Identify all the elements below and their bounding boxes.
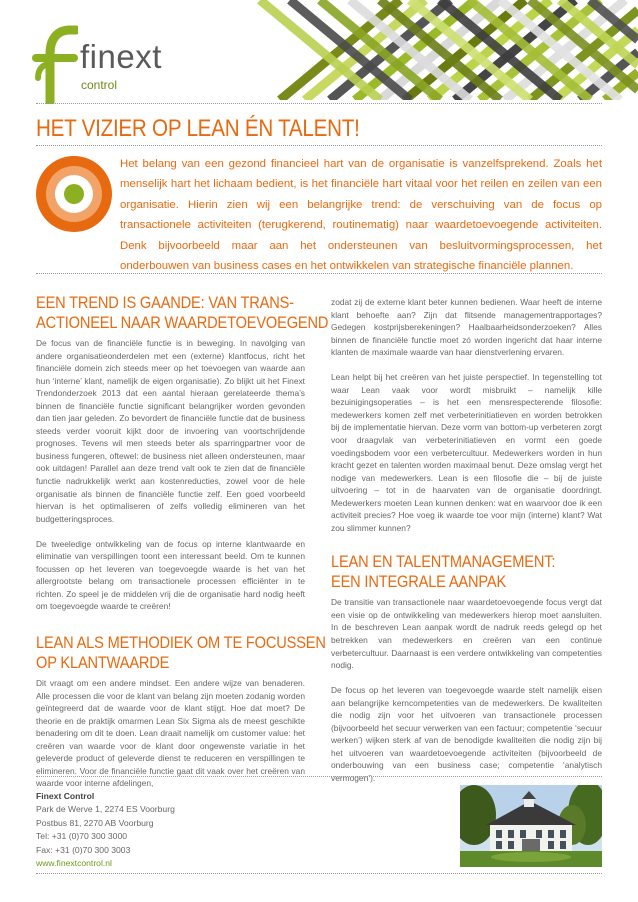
section-heading: LEAN ALS METHODIEK OM TE FOCUSSEN [36,632,326,652]
footer-address: Park de Werve 1, 2274 ES Voorburg [36,804,175,815]
section-heading: ACTIONEEL NAAR WAARDETOEVOEGEND [36,313,329,332]
left-column [36,293,329,802]
paragraph: De focus op het leveren van toegevoegde waarde stelt namelijk eisen aan belangrijke kerncompetenties van de medewerkers. De kwaliteiten die nodig zijn voor het uitvoeren van transactionele processen (bijvoorbeeld het secuur verwerken van een factuur; competentie ‘secuur werken’) wijken sterk af van de benodigde kwaliteiten die nodig zijn bij het uitvoeren van waardetoevoegende activiteiten (bijvoorbeeld de onderbouwing van een business case; competentie ‘analytisch vermogen’). [331,685,602,783]
divider [36,273,602,274]
brand-sub: control [81,78,118,92]
divider [36,776,602,777]
page-title: HET VIZIER OP LEAN ÉN TALENT! [36,115,360,142]
finext-logo-icon [30,24,78,104]
intro-paragraph: Het belang van een gezond financieel hart van de organisatie is vanzelfsprekend. Zoals het menselijk hart het lichaam bedient, is het financiële hart vitaal voor het reilen en zeilen van een organisatie. Hierin zien wij een belangrijke trend: de verschuiving van de focus op transactionele activiteiten (terugkerend, routinematig) naar waardetoevoegende activiteiten. Denk bijvoorbeeld maar aan het ondersteunen van besluitvormingsprocessen, het onderbouwen van business cases en het ontwikkelen van strategische financiële plannen. [120,158,602,273]
footer-postbus: Postbus 81, 2270 AB Voorburg [36,817,154,828]
paragraph: Lean helpt bij het creëren van het juiste perspectief. In tegenstelling tot waar Lean vaak voor wordt misbruikt – namelijk kille bezuinigingsoperaties – is het een mensrespecterende filosofie: medewerkers komen zelf met verbeterinitiatieven en worden betrokken bij de implementatie hiervan. Deze vorm van bottom-up verbeteren zorgt voor draagvlak van verbeterinitiatieven en vormt een goede voedingsbodem voor een verbetercultuur. Medewerkers worden in hun kracht gezet en talenten worden maximaal benut. Deze omslag vergt het nodige van medewerkers. Lean is een filosofie die – bij de juiste uitvoering – tot in de haarvaten van de organisatie doordringt. Medewerkers moeten Lean kunnen denken: wat en waarvoor doe ik een activiteit precies? Hoe voeg ik waarde toe voor mijn (interne) klant? Wat zou slimmer kunnen? [331,372,602,533]
section-heading: EEN TREND IS GAANDE: VAN TRANS- [36,293,294,312]
paragraph: De tweeledige ontwikkeling van de focus op interne klantwaarde en eliminatie van verspillingen toont een interessant beeld. Om te kunnen focussen op het leveren van toegevoegde waarde is het van het allergrootste belang om transactionele processen efficiënter in te richten. Zo speel je de middelen vrij die de organisatie hard nodig heeft om toegevoegde waarde te creëren! [36,538,305,612]
office-building-photo [460,785,602,867]
footer-fax: Fax: +31 (0)70 300 3003 [36,844,131,855]
woven-ribbons-graphic [220,0,638,100]
footer-website-link[interactable]: www.finextcontrol.nl [36,858,112,869]
divider [36,145,602,146]
paragraph: De transitie van transactionele naar waardetoevoegende focus vergt dat een visie op de ontwikkeling van medewerkers hierop moet aansluiten. In de beschreven Lean aanpak wordt de nadruk reeds gelegd op het betrekken van medewerkers en creëren van een continue verbetercultuur. Daarnaast is een verdere ontwikkeling van competenties nodig. [331,597,602,671]
footer-company: Finext Control [36,791,95,801]
paragraph: De focus van de financiële functie is in beweging. In navolging van andere organisatieonderdelen met een (externe) klantfocus, richt het financiële domein zich steeds meer op het toevoegen van waarde aan hun ‘interne’ klant, namelijk de eigen organisatie). Zo blijkt uit het Finext Trendonderzoek 2013 dat een aantal hieraan gerelateerde thema’s binnen de financiële functie significant belangrijker worden gevonden dan tien jaar geleden. Zo bevordert de financiële functie dat de business steeds verder vooruit kijkt door de invoering van voortschrijdende prognoses. Tevens wil men steeds beter als sparringpartner voor de business fungeren, oftewel: de business niet alleen ondersteunen, maar ook uitdagen! Parallel aan deze trend valt ook te zien dat de financiële functie nadrukkelijk werkt aan kostenreducties, zowel voor de hele organisatie als binnen de financiële functie zelf. Een goed voorbeeld hiervan is het optimaliseren of zelfs volledig elimineren van het budgetteringsproces. [36,338,305,524]
footer-phone[interactable]: Tel: +31 (0)70 300 3000 [36,831,128,842]
section-heading: LEAN EN TALENTMANAGEMENT: [331,552,556,572]
paragraph: zodat zij de externe klant beter kunnen bedienen. Waar heeft de interne klant behoefte aan? Zijn dat flitsende managementrapportages? Gedegen kostprijsberekeningen? Haalbaarheidsonderzoeken? Alles binnen de financiële functie moet zó worden ingericht dat haar interne klanten de maximale waarde van haar dienstverlening ervaren. [331,297,602,358]
section-heading: OP KLANTWAARDE [36,652,170,672]
target-circles-icon [36,156,112,232]
footer-contact [36,790,175,870]
paragraph: Dit vraagt om een andere mindset. Een andere wijze van benaderen. Alle processen die voor de klant van belang zijn moeten zodanig worden geïntegreerd dat de waarde voor de klant stijgt. Hoe dat moet? De theorie en de praktijk omarmen Lean Six Sigma als de meest geschikte benadering om dit te doen. Lean draait namelijk om customer value: het creëren van waarde voor de klant door ongewenste variatie in het geleverde product of geleverde dienst te reduceren en verspillingen te elimineren. Voor de financiële functie gaat dit vaak over het creëren van waarde voor interne afdelingen, [36,677,305,789]
divider [36,103,602,104]
divider [36,873,602,874]
right-column [331,296,602,797]
section-heading: EEN INTEGRALE AANPAK [331,572,507,592]
brand-name: finext [80,38,162,75]
